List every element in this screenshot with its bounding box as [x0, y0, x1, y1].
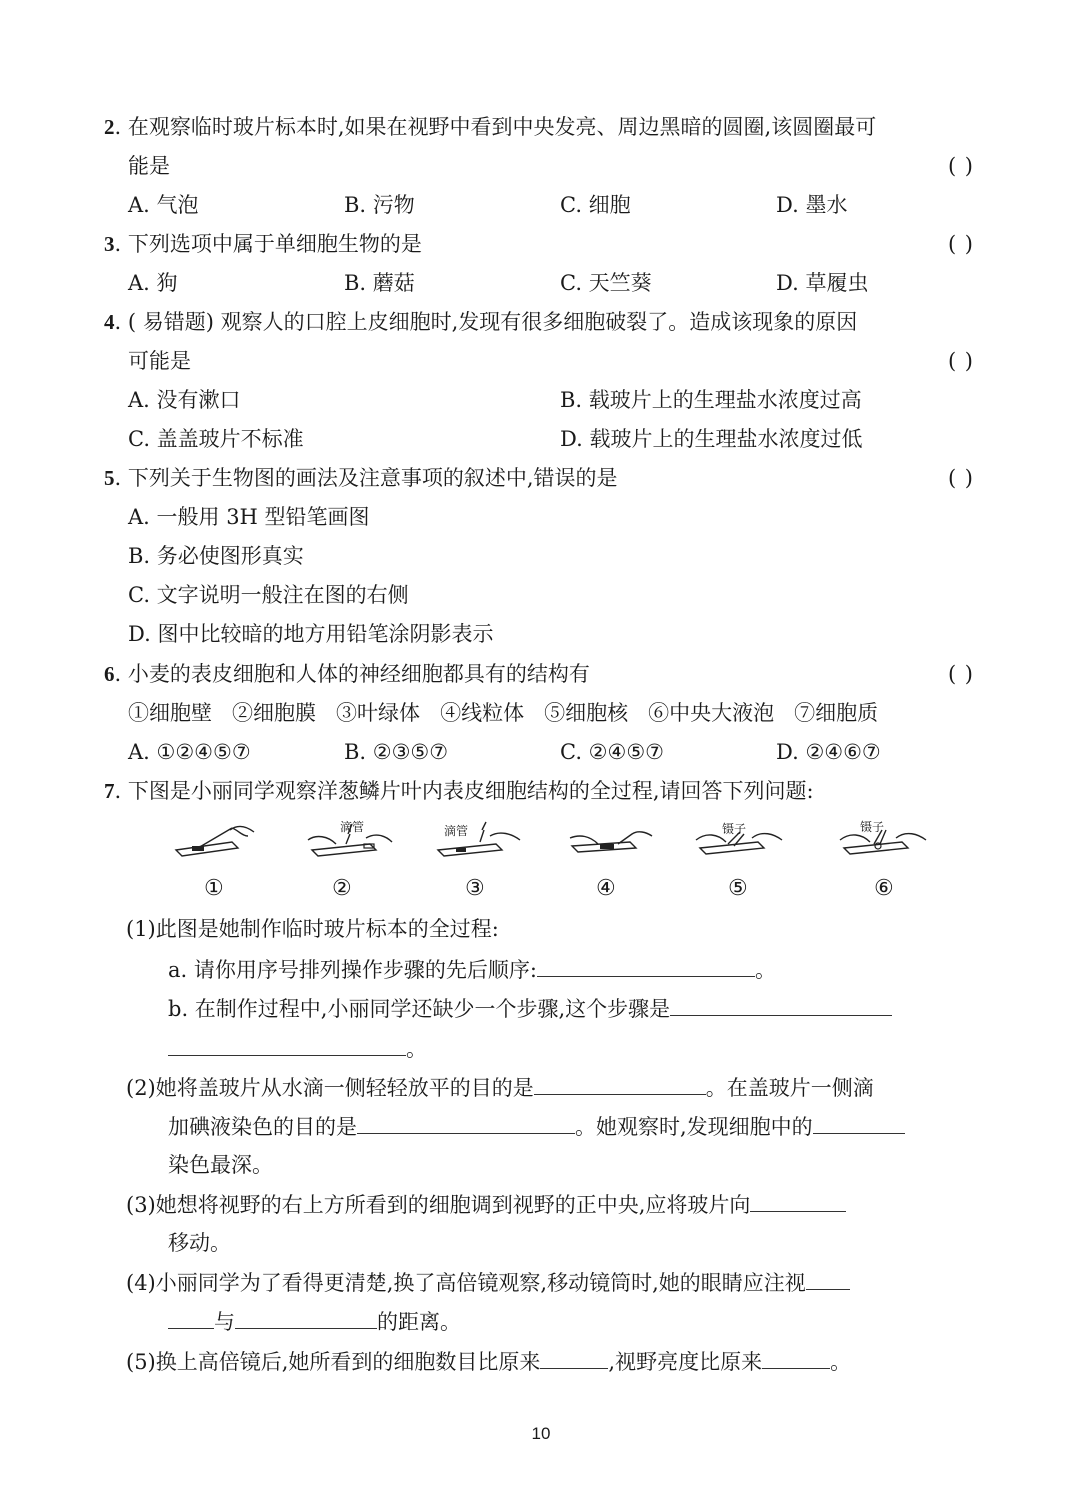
- q4-option-c: C. 盖盖玻片不标准: [128, 427, 304, 451]
- q7-part5-blank1[interactable]: [540, 1346, 608, 1369]
- q7-part2-blank1[interactable]: [534, 1072, 706, 1095]
- q3-option-d: D. 草履虫: [776, 271, 869, 295]
- q3-option-b: B. 蘑菇: [344, 271, 415, 295]
- step1-illustration: [172, 818, 258, 862]
- q2-number: 2: [104, 115, 115, 139]
- q7-part1a-blank[interactable]: [537, 954, 755, 977]
- q7-part2-end: 染色最深。: [168, 1153, 273, 1177]
- q2-stem: 2. 在观察临时玻片标本时,如果在视野中看到中央发亮、周边黑暗的圆圈,该圆圈最可: [104, 115, 877, 139]
- q3-answer-paren: ( ): [947, 232, 974, 256]
- q4-number: 4: [104, 310, 115, 334]
- q7-part5-blank2[interactable]: [762, 1346, 830, 1369]
- q6-number: 6: [104, 662, 115, 686]
- q6-option-a: A. ①②④⑤⑦: [128, 740, 251, 764]
- q7-part3-end: 移动。: [168, 1231, 231, 1255]
- q6-option-c: C. ②④⑤⑦: [560, 740, 664, 764]
- q4-answer-paren: ( ): [947, 349, 974, 373]
- q5-option-c: C. 文字说明一般注在图的右侧: [128, 583, 409, 607]
- q7-part3: (3)她想将视野的右上方所看到的细胞调到视野的正中央,应将玻片向: [126, 1189, 846, 1220]
- q7-stem: 7. 下图是小丽同学观察洋葱鳞片叶内表皮细胞结构的全过程,请回答下列问题:: [104, 779, 814, 803]
- q3-number: 3: [104, 232, 115, 256]
- q5-answer-paren: ( ): [947, 466, 974, 490]
- q2-stem-cont: 能是: [128, 154, 170, 178]
- step4-illustration: [568, 818, 656, 862]
- q7-number: 7: [104, 779, 115, 803]
- q3-option-c: C. 天竺葵: [560, 271, 652, 295]
- q7-part4-blank1-cont[interactable]: [168, 1306, 214, 1329]
- q7-part1a: a. 请你用序号排列操作步骤的先后顺序: 。: [168, 954, 776, 985]
- q2-option-a: A. 气泡: [128, 193, 199, 217]
- q7-part3-blank[interactable]: [750, 1189, 846, 1212]
- q7-part2: (2)她将盖玻片从水滴一侧轻轻放平的目的是 。在盖玻片一侧滴: [126, 1072, 874, 1103]
- step3-number: ③: [465, 876, 485, 901]
- q6-answer-paren: ( ): [947, 662, 974, 686]
- q7-part4-cont: 与 的距离。: [168, 1306, 461, 1337]
- page-number: 10: [531, 1424, 551, 1443]
- q5-option-d: D. 图中比较暗的地方用铅笔涂阴影表示: [128, 622, 494, 646]
- q7-part5: (5)换上高倍镜后,她所看到的细胞数目比原来 ,视野亮度比原来 。: [126, 1346, 851, 1377]
- q2-option-d: D. 墨水: [776, 193, 848, 217]
- q4-stem: 4. ( 易错题) 观察人的口腔上皮细胞时,发现有很多细胞破裂了。造成该现象的原因: [104, 310, 858, 334]
- q6-option-b: B. ②③⑤⑦: [344, 740, 449, 764]
- q4-option-a: A. 没有漱口: [128, 388, 241, 412]
- q7-part4-blank1[interactable]: [806, 1267, 850, 1290]
- step4-number: ④: [596, 876, 616, 901]
- q3-option-a: A. 狗: [128, 271, 178, 295]
- q7-part2-cont: 加碘液染色的目的是 。她观察时,发现细胞中的: [168, 1111, 905, 1142]
- step3-dropper-label: 滴管: [444, 824, 469, 838]
- step5-number: ⑤: [728, 876, 748, 901]
- step1-number: ①: [204, 876, 224, 901]
- step2-number: ②: [332, 876, 352, 901]
- q7-part1b-cont: 。: [168, 1033, 427, 1064]
- q7-part1b: b. 在制作过程中,小丽同学还缺少一个步骤,这个步骤是: [168, 993, 892, 1024]
- q6-structure-list: ①细胞壁 ②细胞膜 ③叶绿体 ④线粒体 ⑤细胞核 ⑥中央大液泡 ⑦细胞质: [128, 701, 879, 725]
- q4-option-b: B. 载玻片上的生理盐水浓度过高: [560, 388, 862, 412]
- q7-part4-blank2[interactable]: [235, 1306, 377, 1329]
- q5-stem: 5. 下列关于生物图的画法及注意事项的叙述中,错误的是: [104, 466, 618, 490]
- q7-part1b-blank-cont[interactable]: [168, 1033, 406, 1056]
- q3-stem: 3. 下列选项中属于单细胞生物的是: [104, 232, 422, 256]
- q7-part1b-blank[interactable]: [670, 993, 892, 1016]
- q7-part2-blank3[interactable]: [813, 1111, 905, 1134]
- q7-part4: (4)小丽同学为了看得更清楚,换了高倍镜观察,移动镜筒时,她的眼睛应注视: [126, 1267, 850, 1298]
- q5-option-a: A. 一般用 3H 型铅笔画图: [128, 505, 370, 529]
- step6-tweezers-label: 镊子: [860, 820, 885, 834]
- q4-stem-cont: 可能是: [128, 349, 191, 373]
- q2-option-c: C. 细胞: [560, 193, 631, 217]
- q5-number: 5: [104, 466, 115, 490]
- q7-part2-blank2[interactable]: [357, 1111, 575, 1134]
- step6-number: ⑥: [874, 876, 894, 901]
- q6-option-d: D. ②④⑥⑦: [776, 740, 881, 764]
- step5-tweezers-label: 镊子: [722, 822, 747, 836]
- q7-part1-heading: (1)此图是她制作临时玻片标本的全过程:: [126, 917, 499, 941]
- q5-option-b: B. 务必使图形真实: [128, 544, 304, 568]
- q2-option-b: B. 污物: [344, 193, 415, 217]
- q4-option-d: D. 载玻片上的生理盐水浓度过低: [560, 427, 863, 451]
- step2-dropper-label: 滴管: [340, 820, 365, 834]
- q2-answer-paren: ( ): [947, 154, 974, 178]
- q6-stem: 6. 小麦的表皮细胞和人体的神经细胞都具有的结构有: [104, 662, 590, 686]
